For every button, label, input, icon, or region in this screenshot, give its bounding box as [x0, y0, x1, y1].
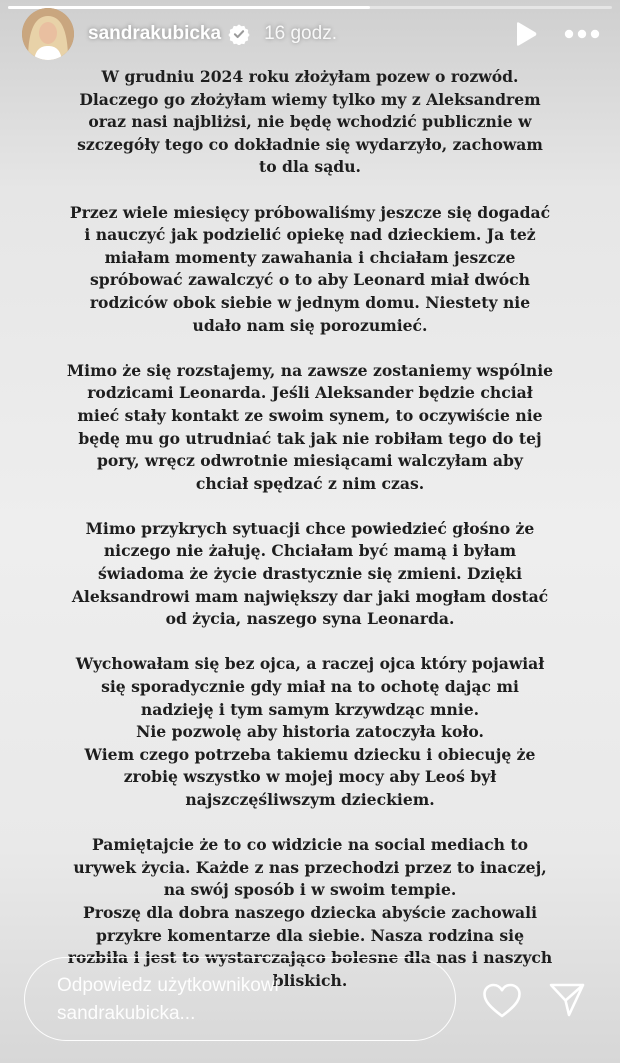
story-line: szczegóły tego co dokładnie się wydarzyło, zachowam: [77, 134, 543, 154]
story-line: chciał spędzać z nim czas.: [195, 473, 425, 493]
story-line: i nauczyć jak podzielić opiekę nad dzieckiem. Ja też: [84, 225, 536, 245]
story-line: świadoma że życie drastycznie się zmieni. Dzięki: [97, 564, 522, 584]
story-line: Pamiętajcie że to co widzicie na social mediach to: [92, 835, 528, 855]
story-line: Aleksandrowi mam największy dar jaki mogłam dostać: [71, 586, 549, 606]
story-paragraph: [40, 518, 580, 631]
story-line: najszczęśliwszym dzieckiem.: [185, 790, 435, 809]
story-line: się sporadycznie gdy miał na to ochotę dając mi: [101, 677, 519, 697]
story-line: rodziców obok siebie w jednym domu. Niestety nie: [89, 292, 531, 312]
story-line: rozbiła i jest to wystarczająco bolesne dla nas i naszych: [67, 948, 553, 968]
verified-badge-icon: [228, 23, 250, 45]
story-line: na swój sposób i w swoim tempie.: [163, 880, 457, 900]
story-line: pory, wręcz odwrotnie miesiącami walczyłam aby: [96, 451, 523, 471]
story-line: niczego nie żałuję. Chciałam być mamą i byłam: [103, 541, 517, 561]
story-line: rodzicami Leonarda. Jeśli Aleksander będzie chciał: [87, 383, 533, 403]
story-username[interactable]: sandrakubicka: [88, 23, 222, 44]
story-line: udało nam się porozumieć.: [192, 315, 428, 335]
story-paragraph: [40, 66, 580, 179]
story-line: spróbować zawalczyć o to aby Leonard miał dwóch: [90, 270, 530, 290]
story-line: Mimo przykrych sytuacji chce powiedzieć głośno że: [85, 518, 535, 538]
story-line: oraz nasi najbliżsi, nie będę wchodzić publicznie w: [88, 112, 532, 132]
story-paragraph: [40, 653, 580, 811]
story-line: Wychowałam się bez ojca, a raczej ojca który pojawiał: [75, 654, 545, 674]
story-paragraph: [40, 202, 580, 338]
story-header: [22, 8, 600, 60]
reply-input[interactable]: [24, 957, 456, 1041]
story-line: to dla sądu.: [259, 157, 361, 177]
story-text: [40, 66, 580, 1015]
story-line: będę mu go utrudniać tak jak nie robiłam tego do tej: [78, 428, 542, 448]
story-line: miałam momenty zawahania i chciałam jeszcze: [104, 247, 516, 267]
story-line: bliskich.: [272, 970, 348, 990]
story-timestamp: 16 godz.: [264, 23, 337, 44]
story-line: Wiem czego potrzeba takiemu dziecku i obiecuję że: [84, 744, 536, 764]
story-line: Przez wiele miesięcy próbowaliśmy jeszcze się dogadać: [69, 202, 551, 222]
story-line: W grudniu 2024 roku złożyłam pozew o rozwód.: [101, 67, 519, 86]
reply-placeholder-line2: sandrakubicka...: [57, 1003, 196, 1024]
story-line: od życia, naszego syna Leonarda.: [165, 609, 455, 629]
story-line: przykre komentarze dla siebie. Nasza rodzina się: [95, 925, 524, 945]
heart-icon[interactable]: [482, 983, 522, 1019]
story-line: nadzieję i tym samym krzywdząc mnie.: [140, 699, 480, 719]
story-paragraph: [40, 360, 580, 496]
avatar[interactable]: [22, 8, 74, 60]
story-line: Dlaczego go złożyłam wiemy tylko my z Aleksandrem: [79, 89, 541, 109]
story-line: Mimo że się rozstajemy, na zawsze zostaniemy wspólnie: [66, 360, 554, 380]
story-line: Nie pozwolę aby historia zatoczyła koło.: [136, 722, 484, 742]
more-icon[interactable]: [564, 28, 600, 40]
story-line: mieć stały kontakt ze swoim synem, to oczywiście nie: [77, 405, 543, 425]
story-line: urywek życia. Każde z nas przechodzi przez to inaczej,: [73, 857, 547, 877]
play-icon[interactable]: [514, 21, 538, 47]
story-line: zrobię wszystko w mojej mocy aby Leoś był: [123, 767, 497, 787]
story-line: Proszę dla dobra naszego dziecka abyście zachowali: [83, 902, 537, 922]
reply-placeholder-line1: Odpowiedz użytkownikowi: [57, 975, 279, 996]
send-icon[interactable]: [548, 981, 586, 1019]
